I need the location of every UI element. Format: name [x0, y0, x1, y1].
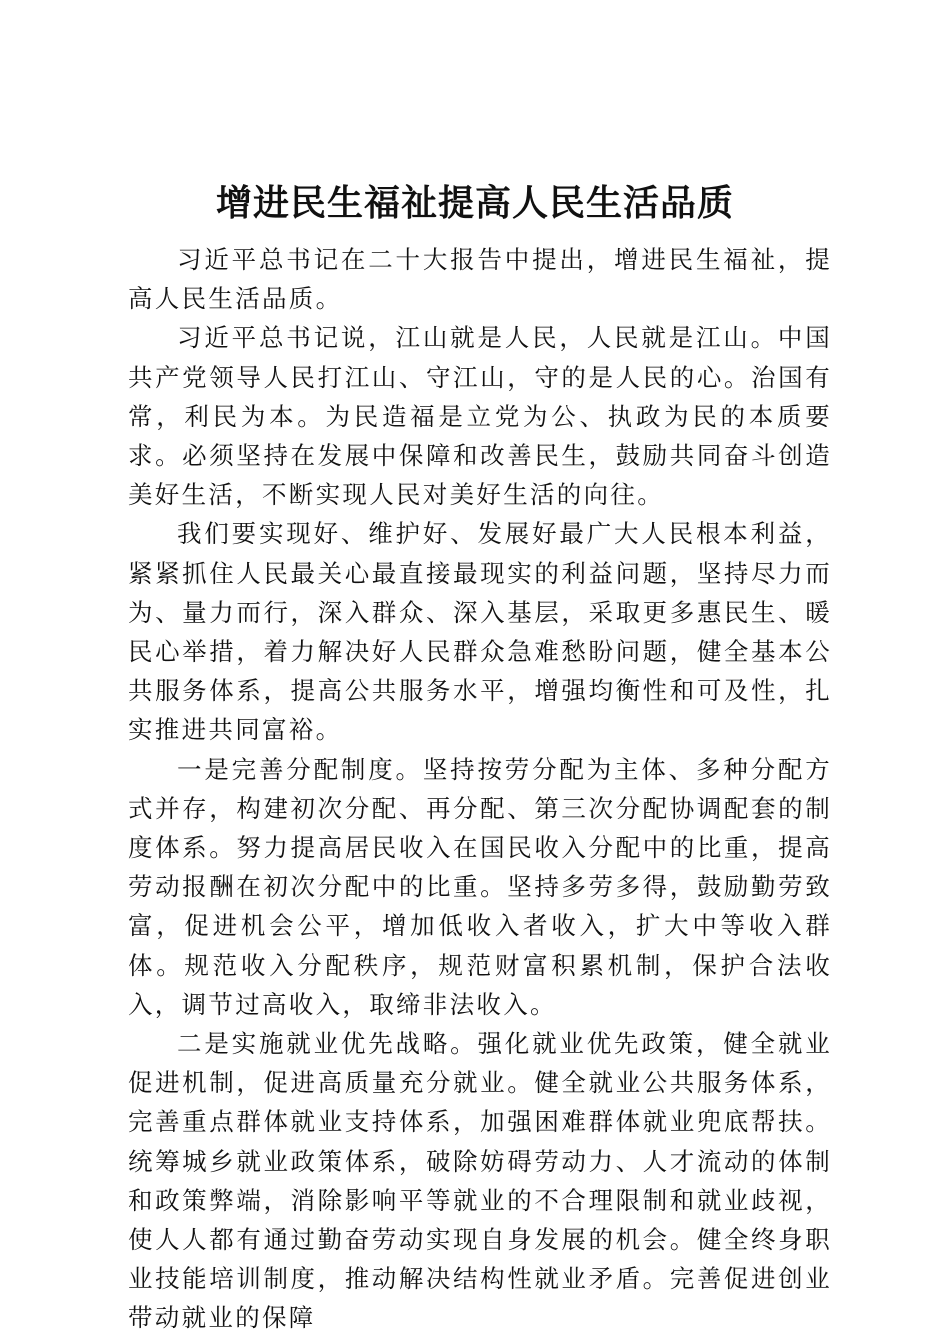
paragraph-2: 习近平总书记说，江山就是人民，人民就是江山。中国共产党领导人民打江山、守江山，守的是人民的心。治国有常，利民为本。为民造福是立党为公、执政为民的本质要求。必须坚持在发展中保障和改善民生，鼓励共同奋斗创造美好生活，不断实现人民对美好生活的向往。 — [128, 323, 832, 510]
document-title: 增进民生福祉提高人民生活品质 — [215, 182, 734, 224]
paragraph-1: 习近平总书记在二十大报告中提出，增进民生福祉，提高人民生活品质。 — [128, 245, 832, 314]
document-body — [128, 240, 832, 1338]
paragraph-5: 二是实施就业优先战略。强化就业优先政策，健全就业促进机制，促进高质量充分就业。健全就业公共服务体系，完善重点群体就业支持体系，加强困难群体就业兜底帮扶。统筹城乡就业政策体系，破除妨碍劳动力、人才流动的体制和政策弊端，消除影响平等就业的不合理限制和就业歧视，使人人都有通过勤奋劳动实现自身发展的机会。健全终身职业技能培训制度，推动解决结构性就业矛盾。完善促进创业带动就业的保障 — [128, 1029, 832, 1333]
paragraph-4: 一是完善分配制度。坚持按劳分配为主体、多种分配方式并存，构建初次分配、再分配、第三次分配协调配套的制度体系。努力提高居民收入在国民收入分配中的比重，提高劳动报酬在初次分配中的比重。坚持多劳多得，鼓励勤劳致富，促进机会公平，增加低收入者收入，扩大中等收入群体。规范收入分配秩序，规范财富积累机制，保护合法收入，调节过高收入，取缔非法收入。 — [128, 754, 832, 1019]
paragraph-3: 我们要实现好、维护好、发展好最广大人民根本利益，紧紧抓住人民最关心最直接最现实的利益问题，坚持尽力而为、量力而行，深入群众、深入基层，采取更多惠民生、暖民心举措，着力解决好人民群众急难愁盼问题，健全基本公共服务体系，提高公共服务水平，增强均衡性和可及性，扎实推进共同富裕。 — [128, 519, 832, 745]
